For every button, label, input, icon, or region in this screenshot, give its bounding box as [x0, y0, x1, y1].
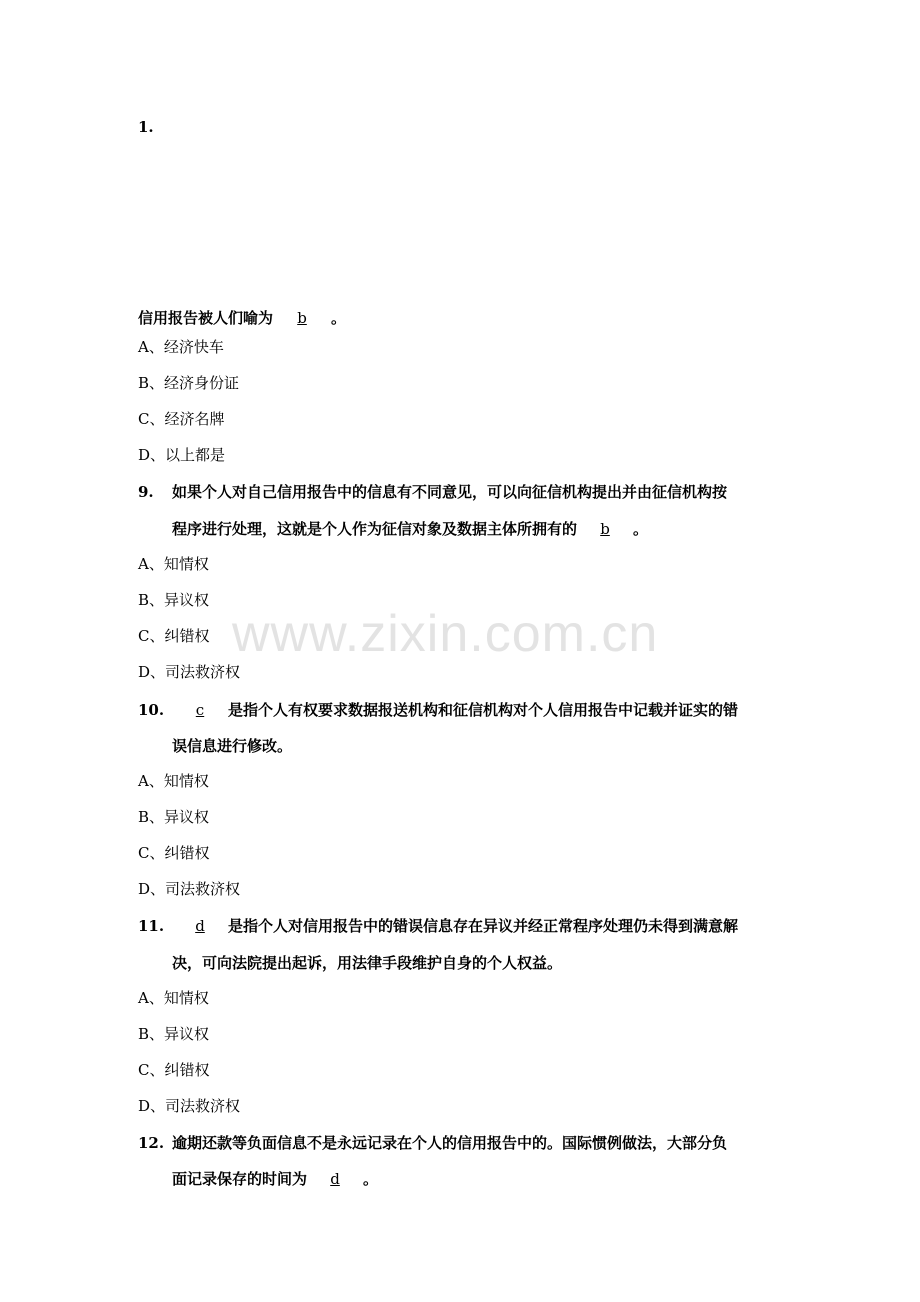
q11-option-b: B、异议权	[138, 1025, 210, 1043]
question-12	[138, 1133, 727, 1153]
q8-option-b: B、经济身份证	[138, 374, 240, 392]
question-10-answer: c	[195, 701, 205, 719]
question-11-number: 11.	[138, 917, 165, 935]
question-10	[138, 700, 738, 720]
question-8-text: 信用报告被人们喻为	[138, 309, 274, 327]
question-11-line2: 决，可向法院提出起诉，用法律手段维护自身的个人权益。	[172, 954, 563, 972]
q9-option-a: A、知情权	[138, 555, 209, 573]
question-12-line2: 面记录保存的时间为	[172, 1170, 308, 1188]
q11-option-a: A、知情权	[138, 989, 209, 1007]
q9-option-d: D、司法救济权	[138, 663, 241, 681]
q8-option-d: D、以上都是	[138, 446, 226, 464]
question-12-cont	[172, 1169, 378, 1189]
question-10-line1: 是指个人有权要求数据报送机构和征信机构对个人信用报告中记载并证实的错	[228, 701, 739, 719]
question-11	[138, 916, 738, 936]
q11-option-d: D、司法救济权	[138, 1097, 241, 1115]
q10-option-a: A、知情权	[138, 772, 209, 790]
question-9-answer: b	[600, 520, 610, 538]
question-12-answer: d	[330, 1170, 340, 1188]
question-9-line2: 程序进行处理，这就是个人作为征信对象及数据主体所拥有的	[172, 520, 578, 538]
question-11-answer: d	[195, 917, 205, 935]
q9-option-b: B、异议权	[138, 591, 210, 609]
q8-option-c: C、经济名牌	[138, 410, 225, 428]
question-12-number: 12.	[138, 1134, 165, 1152]
q8-option-a: A、经济快车	[138, 338, 224, 356]
question-8-answer: b	[297, 309, 307, 327]
question-8-end: 。	[331, 309, 347, 327]
question-10-line2: 误信息进行修改。	[172, 737, 293, 755]
q11-option-c: C、纠错权	[138, 1061, 210, 1079]
question-9	[138, 482, 727, 502]
watermark: www.zixin.com.cn	[232, 605, 659, 663]
intro-number: 1.	[138, 118, 154, 136]
question-8	[138, 308, 346, 328]
q10-option-b: B、异议权	[138, 808, 210, 826]
q10-option-c: C、纠错权	[138, 844, 210, 862]
question-11-line1: 是指个人对信用报告中的错误信息存在异议并经正常程序处理仍未得到满意解	[228, 917, 739, 935]
question-9-number: 9.	[138, 483, 154, 501]
question-9-line1: 如果个人对自己信用报告中的信息有不同意见，可以向征信机构提出并由征信机构按	[172, 483, 728, 501]
question-12-end: 。	[363, 1170, 379, 1188]
question-10-number: 10.	[138, 701, 165, 719]
question-9-end: 。	[633, 520, 649, 538]
question-12-line1: 逾期还款等负面信息不是永远记录在个人的信用报告中的。国际惯例做法，大部分负	[172, 1134, 728, 1152]
q10-option-d: D、司法救济权	[138, 880, 241, 898]
q9-option-c: C、纠错权	[138, 627, 210, 645]
question-9-cont	[172, 519, 648, 539]
